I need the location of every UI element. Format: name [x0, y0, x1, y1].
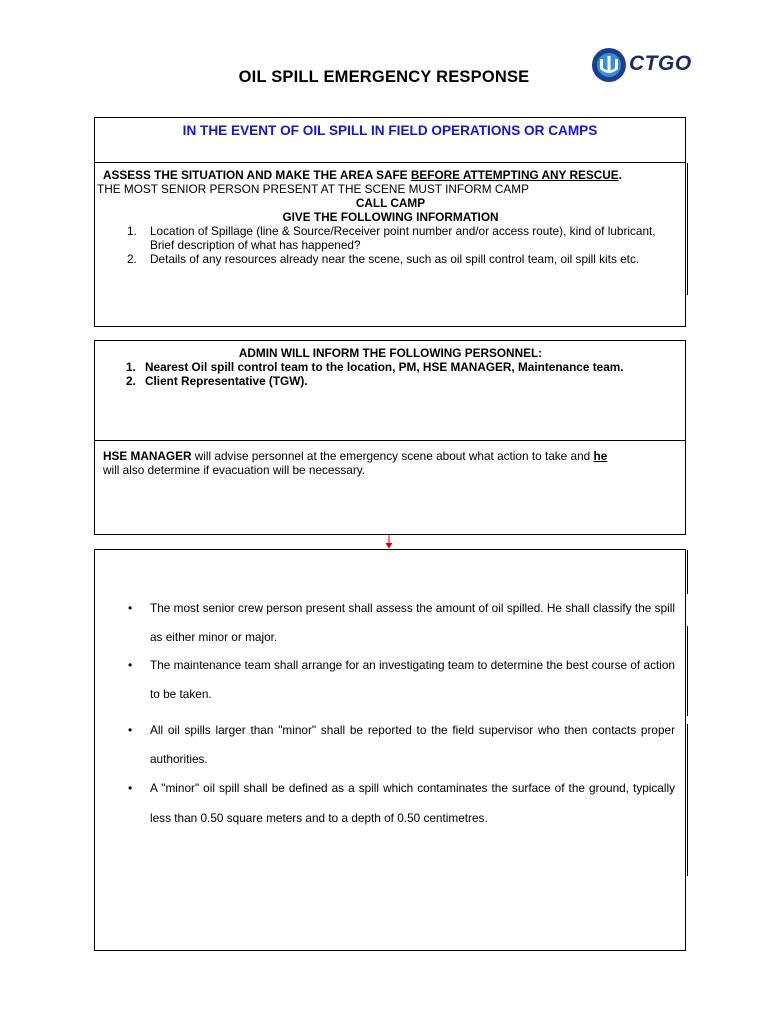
bullet-text: The most senior crew person present shall assess the amount of oil spilled. He shall classify the spill as either minor or major. — [150, 601, 675, 644]
bullet-text: The maintenance team shall arrange for an investigating team to determine the best course of action to be taken. — [150, 658, 675, 701]
assess-line — [103, 168, 678, 182]
inform-camp-line: THE MOST SENIOR PERSON PRESENT AT THE SCENE MUST INFORM CAMP — [97, 182, 529, 196]
bullet-item — [95, 716, 685, 773]
right-margin-mark — [687, 626, 688, 716]
list-item — [103, 374, 678, 388]
item-text: Details of any resources already near the scene, such as oil spill control team, oil spill kits etc. — [150, 252, 640, 266]
give-info-label: GIVE THE FOLLOWING INFORMATION — [282, 210, 499, 224]
right-margin-mark — [687, 550, 688, 594]
assess-text: ASSESS THE SITUATION AND MAKE THE AREA SAFE — [103, 168, 411, 182]
bullet-item — [95, 773, 685, 833]
right-margin-mark — [687, 163, 688, 295]
bullet-item — [95, 594, 685, 651]
hse-manager-section — [103, 449, 678, 477]
hse-text: will advise personnel at the emergency scene about what action to take and — [191, 449, 594, 463]
bullet-icon: • — [128, 658, 133, 672]
hse-line — [103, 449, 678, 463]
bullet-icon: • — [128, 601, 133, 615]
bullet-item — [95, 651, 685, 708]
item-text: Client Representative (TGW). — [145, 374, 308, 388]
admin-section — [95, 341, 685, 441]
box-heading: IN THE EVENT OF OIL SPILL IN FIELD OPERATIONS OR CAMPS — [182, 123, 598, 138]
item-number: 2. — [126, 374, 136, 388]
list-item — [103, 224, 678, 252]
item-text: Location of Spillage (line & Source/Receiver point number and/or access route), kind of lubricant, Brief description of what has happened? — [150, 224, 656, 252]
assess-period: . — [618, 168, 622, 182]
item-number: 1. — [127, 224, 137, 238]
admin-heading: ADMIN WILL INFORM THE FOLLOWING PERSONNEL: — [238, 346, 543, 360]
down-arrow-icon — [385, 535, 393, 549]
admin-body — [103, 346, 678, 388]
instructions-body — [97, 168, 678, 266]
list-item — [103, 360, 678, 374]
page-title: OIL SPILL EMERGENCY RESPONSE — [238, 68, 530, 86]
hse-label: HSE MANAGER — [103, 449, 192, 463]
spill-classification-box — [94, 549, 686, 951]
hse-line-2: will also determine if evacuation will be necessary. — [103, 463, 366, 477]
emergency-instructions-box — [94, 117, 686, 327]
logo-globe-icon — [591, 47, 627, 83]
before-rescue-text: BEFORE ATTEMPTING ANY RESCUE — [410, 168, 619, 182]
logo-text: CTGO — [629, 52, 692, 75]
bullet-text: A "minor" oil spill shall be defined as a spill which contaminates the surface of the ground, typically less than 0.50 square meters and to a depth of 0.50 centimetres. — [150, 781, 675, 825]
box-header — [95, 118, 685, 163]
bullet-icon: • — [128, 781, 133, 795]
bullet-icon: • — [128, 723, 133, 737]
item-number: 2. — [127, 252, 137, 266]
info-list — [103, 224, 678, 266]
personnel-list — [103, 360, 678, 388]
call-camp-label: CALL CAMP — [355, 196, 426, 210]
bullet-text: All oil spills larger than "minor" shall be reported to the field supervisor who then contacts proper authorities. — [150, 723, 675, 766]
hse-he: he — [593, 449, 608, 463]
admin-notification-box — [94, 340, 686, 535]
bullet-list — [95, 594, 685, 833]
company-logo — [591, 44, 711, 86]
list-item — [103, 252, 678, 266]
right-margin-mark — [687, 724, 688, 876]
item-text: Nearest Oil spill control team to the location, PM, HSE MANAGER, Maintenance team. — [145, 360, 624, 374]
item-number: 1. — [126, 360, 136, 374]
